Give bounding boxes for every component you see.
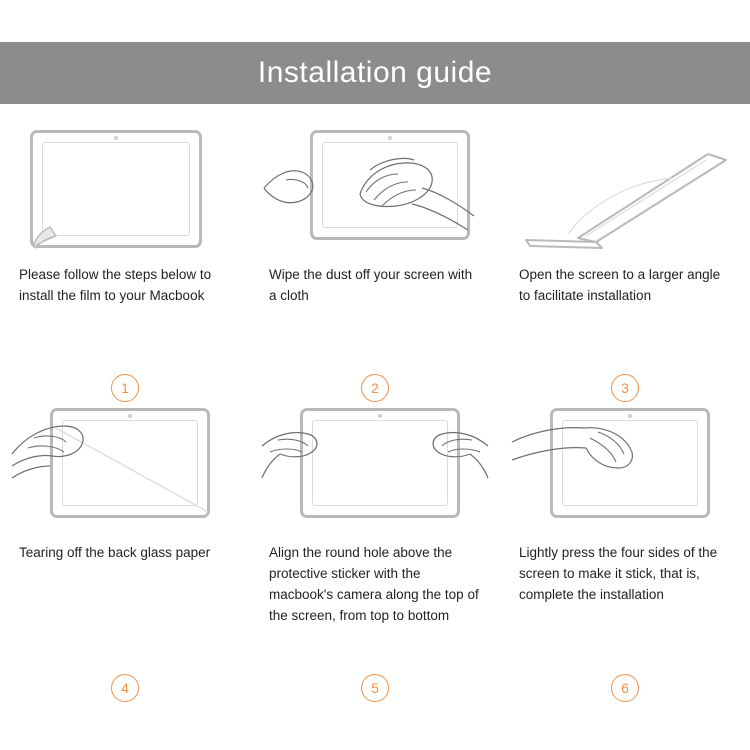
hand-peeling-back-paper-icon	[12, 408, 238, 528]
open-laptop-drawing	[512, 130, 738, 250]
step-card-6	[500, 408, 750, 708]
peeling-corner-icon	[12, 130, 238, 250]
step-caption: Tearing off the back glass paper	[19, 545, 211, 560]
step-caption: Please follow the steps below to install the film to your Macbook	[19, 267, 212, 303]
steps-grid	[0, 130, 750, 708]
page-title: Installation guide	[257, 56, 493, 89]
step-number-badge: 2	[361, 374, 389, 402]
screen-with-peeling-film-icon	[12, 130, 238, 250]
step-caption: Wipe the dust off your screen with a cloth	[269, 267, 473, 303]
hand-and-cloth-drawing	[262, 130, 488, 250]
step-number-badge: 5	[361, 674, 389, 702]
pressing-hand-drawing	[512, 408, 738, 528]
hand-wiping-cloth-icon	[262, 130, 488, 250]
step-card-1	[0, 130, 250, 408]
step-caption: Align the round hole above the protective sticker with the macbook's camera along the top of the screen, from top to bottom	[269, 545, 479, 623]
step-card-4	[0, 408, 250, 708]
step-number-badge: 4	[111, 674, 139, 702]
step-card-2	[250, 130, 500, 408]
open-laptop-angle-icon	[512, 130, 738, 250]
guide-header	[0, 42, 750, 104]
step-number-badge: 6	[611, 674, 639, 702]
step-card-5	[250, 408, 500, 708]
step-caption: Open the screen to a larger angle to facilitate installation	[519, 267, 721, 303]
step-card-3	[500, 130, 750, 408]
peeling-hand-drawing	[12, 408, 238, 528]
two-hands-drawing	[262, 408, 488, 528]
step-number-badge: 1	[111, 374, 139, 402]
two-hands-aligning-film-icon	[262, 408, 488, 528]
hand-pressing-screen-icon	[512, 408, 738, 528]
step-caption: Lightly press the four sides of the screen to make it stick, that is, complete the installation	[519, 545, 718, 602]
step-number-badge: 3	[611, 374, 639, 402]
